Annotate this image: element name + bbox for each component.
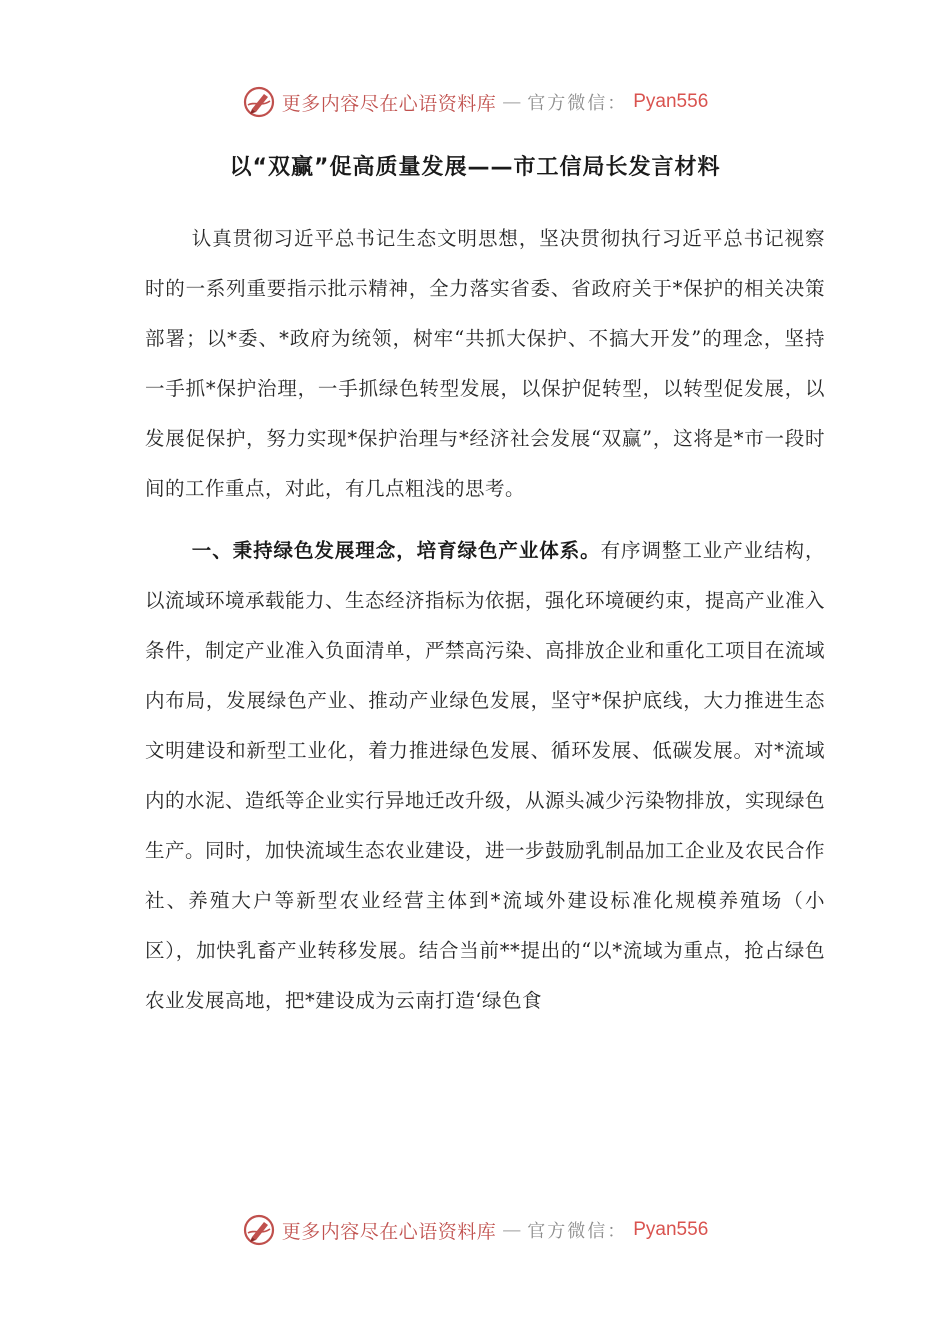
paragraph-intro xyxy=(145,214,825,514)
banner-contact-id: Pyan556 xyxy=(633,91,709,112)
header-banner xyxy=(0,80,950,124)
pen-logo-icon xyxy=(242,85,276,119)
banner-slogan: 更多内容尽在心语资料库 xyxy=(281,92,497,115)
banner-dash: — xyxy=(502,91,522,113)
paragraph-lead: 一、秉持绿色发展理念，培育绿色产业体系。 xyxy=(191,539,601,562)
banner-slogan: 更多内容尽在心语资料库 xyxy=(281,1220,497,1243)
banner-contact-label: 官方微信： xyxy=(527,1221,628,1242)
paragraph-text: 有序调整工业产业结构，以流域环境承载能力、生态经济指标为依据，强化环境硬约束，提高产业准入条件，制定产业准入负面清单，严禁高污染、高排放企业和重化工项目在流域内布局，发展绿色产业、推动产业绿色发展，坚守*保护底线，大力推进生态文明建设和新型工业化，着力推进绿色发展、循环发展、低碳发展。对*流域内的水泥、造纸等企业实行异地迁改升级，从源头减少污染物排放，实现绿色生产。同时，加快流域生态农业建设，进一步鼓励乳制品加工企业及农民合作社、养殖大户等新型农业经营主体到*流域外建设标准化规模养殖场（小区），加快乳畜产业转移发展。结合当前**提出的“以*流域为重点，抢占绿色农业发展高地，把*建设成为云南打造‘绿色食 xyxy=(145,539,826,1012)
banner-contact-id: Pyan556 xyxy=(633,1219,709,1240)
paragraph-section-1 xyxy=(145,526,825,1026)
banner-dash: — xyxy=(502,1219,522,1241)
banner-contact-label: 官方微信： xyxy=(527,93,628,114)
document-title: 以“双赢”促高质量发展——市工信局长发言材料 xyxy=(229,155,721,180)
footer-banner xyxy=(0,1208,950,1252)
document-body xyxy=(145,214,825,1026)
pen-logo-icon xyxy=(242,1213,276,1247)
paragraph-text: 认真贯彻习近平总书记生态文明思想，坚决贯彻执行习近平总书记视察时的一系列重要指示批示精神，全力落实省委、省政府关于*保护的相关决策部署；以*委、*政府为统领，树牢“共抓大保护、不搞大开发”的理念，坚持一手抓*保护治理，一手抓绿色转型发展，以保护促转型，以转型促发展，以发展促保护，努力实现*保护治理与*经济社会发展“双赢”，这将是*市一段时间的工作重点，对此，有几点粗浅的思考。 xyxy=(145,227,825,500)
